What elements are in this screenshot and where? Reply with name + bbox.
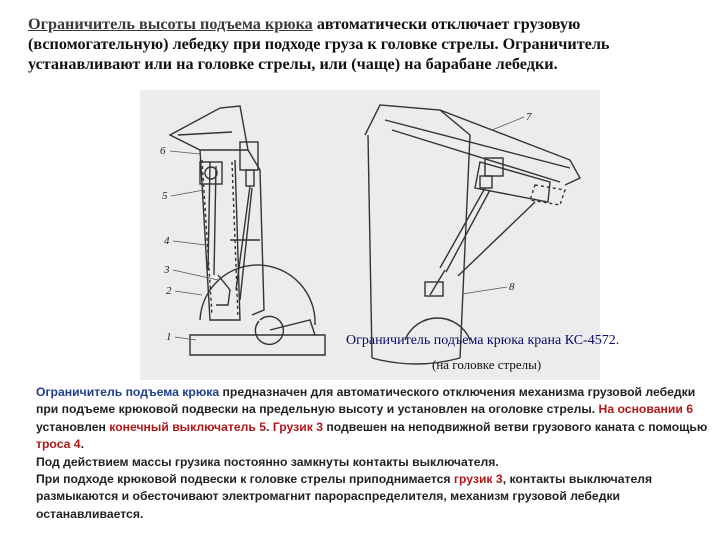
term-weight: Грузик 3 — [272, 419, 323, 434]
term-limit-switch: конечный выключатель 5 — [109, 419, 267, 434]
term-rope: троса 4 — [36, 437, 81, 452]
heading-highlight: Ограничитель высоты подъема крюка — [28, 15, 313, 33]
label-2: 2 — [166, 285, 172, 297]
label-6: 6 — [160, 145, 166, 157]
figure-caption: Ограничитель подъема крюка крана КС-4572. — [346, 333, 620, 348]
label-4: 4 — [164, 235, 170, 247]
heading-paragraph — [28, 14, 708, 74]
label-8: 8 — [509, 281, 515, 293]
figure-caption-sub: (на головке стрелы) — [432, 357, 542, 372]
term-weight-2: грузик 3 — [453, 472, 503, 487]
label-3: 3 — [164, 264, 170, 276]
description-p1: Ограничитель подъема крюка предназначен для автоматического отключения механизма грузовой лебедки при подъеме крюковой подвески на предельную высоту и установлен на оголовке стрелы. На основании 6 установлен конечный выключатель 5. Грузик 3 подвешен на неподвижной ветви грузового каната с помощью троса 4. — [36, 385, 708, 452]
description-p2: Под действием массы грузика постоянно замкнуты контакты выключателя. — [36, 454, 499, 469]
description-text — [18, 384, 712, 523]
label-5: 5 — [162, 190, 168, 202]
description-p3: При подходе крюковой подвески к головке стрелы приподнимается грузик 3, контакты выключателя размыкаются и обесточивают электромагнит парораспределителя, механизм грузовой лебедки останавливается. — [36, 472, 653, 521]
term-limiter: Ограничитель подъема крюка — [36, 385, 220, 399]
term-on-base: На основании 6 — [598, 402, 693, 417]
label-1: 1 — [166, 331, 172, 343]
heading-text: автоматически отключает грузовую (вспомогательную) лебедку при подходе груза к головке стрелы. Ограничитель устанавливают или на головке стрелы, или (чаще) на барабане лебедки. — [28, 15, 610, 73]
label-7: 7 — [526, 111, 532, 123]
